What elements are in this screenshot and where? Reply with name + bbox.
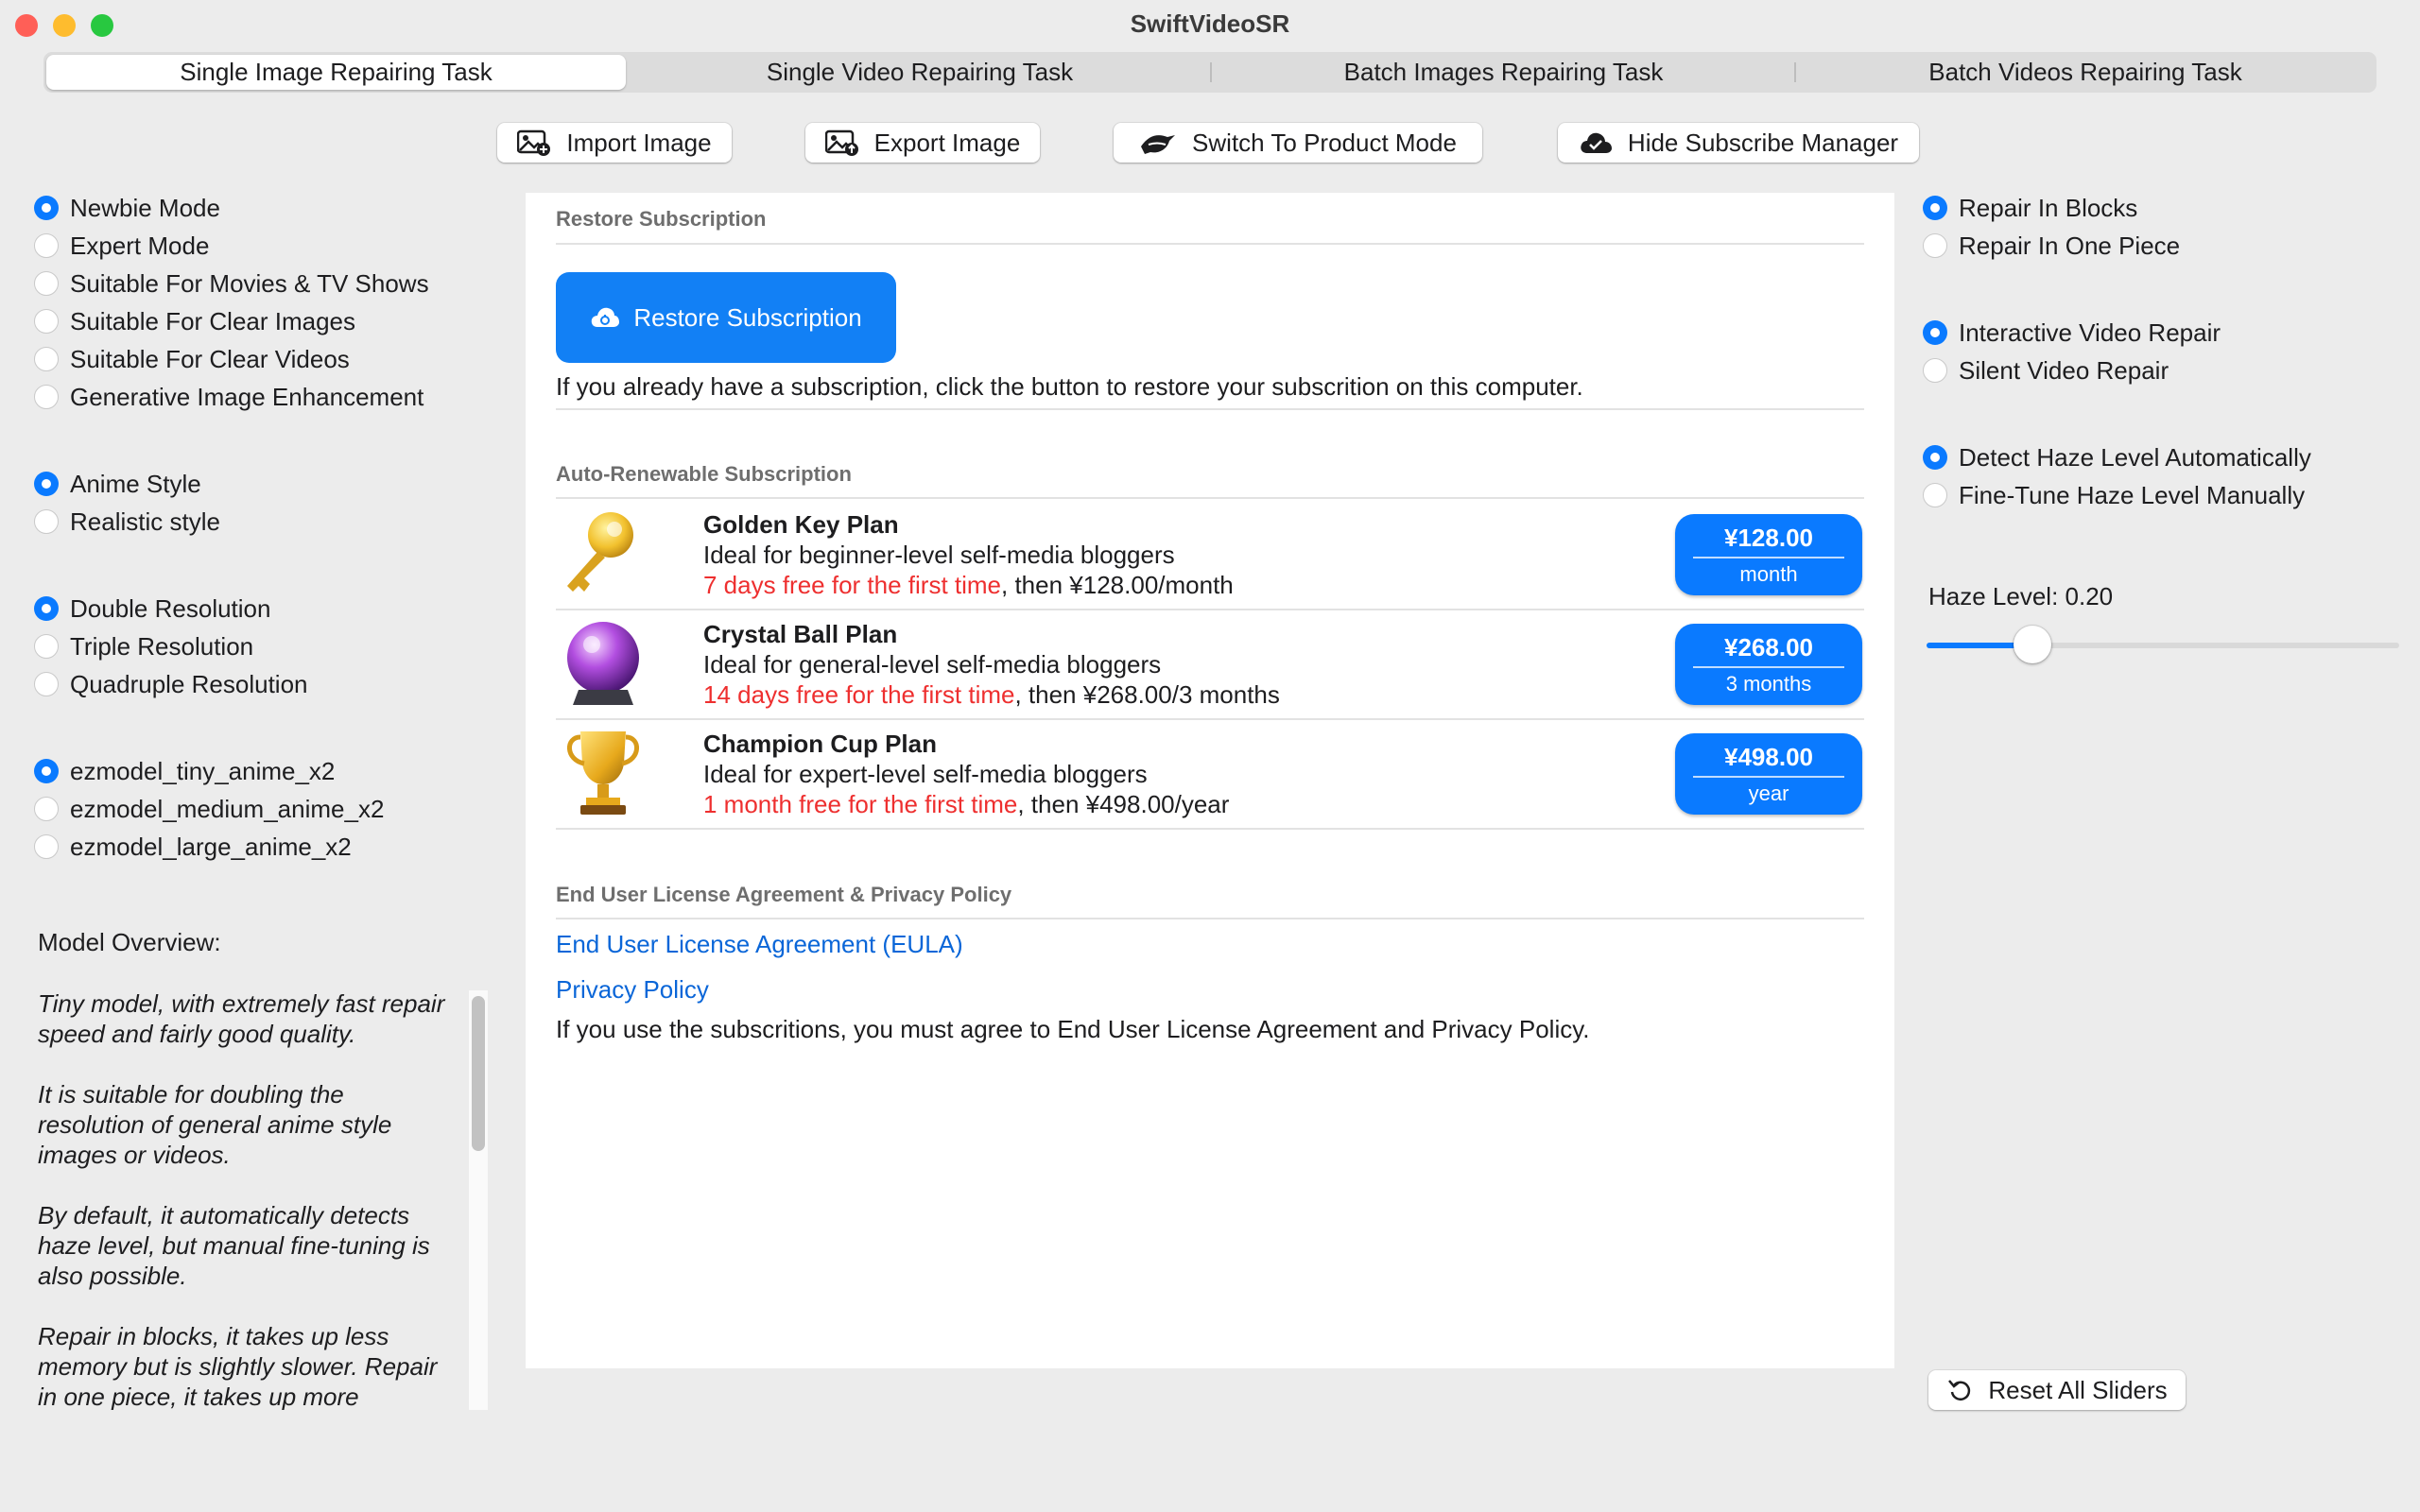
switch-mode-label: Switch To Product Mode: [1192, 128, 1457, 157]
radio-label: Anime Style: [70, 469, 201, 498]
radio-button[interactable]: [34, 634, 59, 659]
radio-generative-enhancement[interactable]: [34, 378, 424, 416]
divider: [556, 918, 1864, 919]
renewal-text: , then ¥498.00/year: [1017, 790, 1230, 818]
radio-realistic-style[interactable]: [34, 503, 220, 541]
overview-paragraph: It is suitable for doubling the resolution of general anime style images or videos.: [38, 1080, 392, 1169]
switch-to-product-mode-button[interactable]: [1114, 123, 1482, 163]
radio-button[interactable]: [1923, 320, 1947, 345]
radio-fine-tune-haze[interactable]: [1923, 476, 2305, 514]
radio-repair-in-one-piece[interactable]: [1923, 227, 2180, 265]
price-amount: ¥128.00: [1724, 524, 1813, 552]
subscribe-crystal-ball-button[interactable]: [1675, 624, 1862, 705]
radio-newbie-mode[interactable]: [34, 189, 220, 227]
divider: [556, 828, 1864, 830]
radio-interactive-video-repair[interactable]: [1923, 314, 2221, 352]
radio-double-resolution[interactable]: [34, 590, 270, 627]
renewal-text: , then ¥268.00/3 months: [1014, 680, 1280, 709]
radio-label: Quadruple Resolution: [70, 669, 308, 698]
radio-label: Realistic style: [70, 507, 220, 536]
radio-label: Repair In Blocks: [1959, 193, 2138, 222]
task-tabs: [43, 52, 2377, 93]
radio-label: ezmodel_large_anime_x2: [70, 832, 352, 861]
radio-label: Detect Haze Level Automatically: [1959, 442, 2311, 472]
radio-button[interactable]: [34, 797, 59, 821]
divider: [556, 243, 1864, 245]
crystal-ball-icon: [556, 616, 650, 711]
radio-model-tiny[interactable]: [34, 752, 335, 790]
radio-button[interactable]: [1923, 358, 1947, 383]
radio-button[interactable]: [34, 472, 59, 496]
radio-quadruple-resolution[interactable]: [34, 665, 308, 703]
radio-label: Expert Mode: [70, 231, 210, 260]
price-divider: [1693, 666, 1844, 668]
model-overview-text: [38, 988, 454, 1410]
hide-subscribe-manager-button[interactable]: [1558, 123, 1919, 163]
radio-button[interactable]: [34, 271, 59, 296]
hide-subscribe-label: Hide Subscribe Manager: [1627, 128, 1899, 157]
radio-movies-tv[interactable]: [34, 265, 429, 302]
radio-detect-haze-auto[interactable]: [1923, 438, 2311, 476]
restore-subscription-button[interactable]: [556, 272, 896, 363]
price-divider: [1693, 557, 1844, 558]
radio-anime-style[interactable]: [34, 465, 201, 503]
plan-name: Crystal Ball Plan: [703, 620, 898, 648]
radio-label: Newbie Mode: [70, 193, 220, 222]
radio-button[interactable]: [34, 672, 59, 696]
divider: [556, 408, 1864, 410]
haze-level-label: Haze Level: 0.20: [1928, 582, 2114, 610]
radio-clear-images[interactable]: [34, 302, 355, 340]
price-amount: ¥498.00: [1724, 743, 1813, 771]
restore-section-heading: Restore Subscription: [556, 207, 767, 231]
overview-scroll-thumb[interactable]: [472, 996, 485, 1151]
divider: [556, 497, 1864, 499]
radio-label: Suitable For Clear Images: [70, 306, 356, 335]
reset-icon: [1946, 1376, 1975, 1404]
radio-label: ezmodel_tiny_anime_x2: [70, 756, 336, 785]
export-image-label: Export Image: [873, 128, 1021, 157]
plan-description: Ideal for expert-level self-media bloggers: [703, 760, 1148, 788]
radio-label: ezmodel_medium_anime_x2: [70, 794, 385, 823]
restore-subscription-label: Restore Subscription: [633, 302, 862, 332]
radio-button[interactable]: [34, 596, 59, 621]
radio-expert-mode[interactable]: [34, 227, 209, 265]
radio-button[interactable]: [34, 834, 59, 859]
import-image-label: Import Image: [566, 128, 712, 157]
radio-clear-videos[interactable]: [34, 340, 350, 378]
plan-name: Golden Key Plan: [703, 510, 899, 539]
golden-key-icon: [556, 507, 650, 601]
import-image-icon: [517, 129, 551, 156]
free-trial-text: 7 days free for the first time: [703, 571, 1002, 599]
overview-paragraph: Tiny model, with extremely fast repair speed and fairly good quality.: [38, 989, 445, 1048]
radio-button[interactable]: [34, 385, 59, 409]
tab-batch-videos[interactable]: Batch Videos Repairing Task: [1928, 58, 2242, 86]
price-amount: ¥268.00: [1724, 633, 1813, 662]
radio-button[interactable]: [34, 196, 59, 220]
trophy-icon: [556, 726, 650, 820]
plan-description: Ideal for beginner-level self-media bloggers: [703, 541, 1175, 569]
radio-repair-in-blocks[interactable]: [1923, 189, 2137, 227]
subscribe-golden-key-button[interactable]: [1675, 514, 1862, 595]
legal-note: If you use the subscritions, you must agree to End User License Agreement and Privacy Policy.: [556, 1015, 1590, 1043]
radio-button[interactable]: [34, 509, 59, 534]
auto-renew-heading: Auto-Renewable Subscription: [556, 462, 852, 486]
radio-label: Silent Video Repair: [1959, 355, 2169, 385]
radio-button[interactable]: [34, 309, 59, 334]
radio-label: Double Resolution: [70, 593, 271, 623]
eula-link[interactable]: End User License Agreement (EULA): [556, 930, 963, 958]
reset-all-sliders-button[interactable]: [1928, 1370, 2186, 1410]
bird-icon: [1139, 129, 1177, 156]
radio-button[interactable]: [34, 759, 59, 783]
radio-label: Generative Image Enhancement: [70, 382, 424, 411]
plan-description: Ideal for general-level self-media bloggers: [703, 650, 1162, 679]
radio-label: Repair In One Piece: [1959, 231, 2181, 260]
cloud-check-icon: [1579, 130, 1613, 155]
radio-silent-video-repair[interactable]: [1923, 352, 2169, 389]
legal-heading: End User License Agreement & Privacy Policy: [556, 883, 1012, 906]
free-trial-text: 1 month free for the first time: [703, 790, 1018, 818]
privacy-policy-link[interactable]: Privacy Policy: [556, 975, 709, 1004]
radio-button[interactable]: [1923, 233, 1947, 258]
radio-model-medium[interactable]: [34, 790, 384, 828]
price-period: year: [1748, 782, 1789, 805]
tab-batch-images[interactable]: Batch Images Repairing Task: [1343, 58, 1664, 86]
radio-button[interactable]: [1923, 196, 1947, 220]
cloud-restore-icon: [590, 306, 620, 329]
price-divider: [1693, 776, 1844, 778]
haze-slider-knob[interactable]: [2014, 626, 2051, 663]
radio-button[interactable]: [1923, 483, 1947, 507]
plan-offer: [703, 790, 1229, 819]
export-image-button[interactable]: [805, 123, 1040, 163]
price-period: 3 months: [1725, 672, 1812, 696]
model-overview-title: Model Overview:: [38, 928, 221, 956]
radio-label: Suitable For Movies & TV Shows: [70, 268, 429, 298]
restore-note: If you already have a subscription, click the button to restore your subscrition on this computer.: [556, 372, 1583, 401]
overview-paragraph: By default, it automatically detects haze level, but manual fine-tuning is also possible.: [38, 1201, 430, 1290]
free-trial-text: 14 days free for the first time: [703, 680, 1015, 709]
radio-button[interactable]: [34, 233, 59, 258]
renewal-text: , then ¥128.00/month: [1001, 571, 1234, 599]
plan-name: Champion Cup Plan: [703, 730, 937, 758]
plan-offer: [703, 571, 1234, 600]
import-image-button[interactable]: [497, 123, 732, 163]
radio-button[interactable]: [1923, 445, 1947, 470]
export-image-icon: [825, 129, 859, 156]
tab-single-video[interactable]: Single Video Repairing Task: [766, 58, 1074, 86]
divider: [556, 609, 1864, 610]
subscribe-champion-cup-button[interactable]: [1675, 733, 1862, 815]
divider: [556, 718, 1864, 720]
radio-button[interactable]: [34, 347, 59, 371]
price-period: month: [1739, 562, 1798, 586]
plan-offer: [703, 680, 1280, 710]
radio-label: Fine-Tune Haze Level Manually: [1959, 480, 2306, 509]
radio-label: Interactive Video Repair: [1959, 318, 2221, 347]
tab-single-image[interactable]: Single Image Repairing Task: [46, 55, 626, 90]
radio-model-large[interactable]: [34, 828, 352, 866]
reset-label: Reset All Sliders: [1988, 1375, 2168, 1404]
radio-triple-resolution[interactable]: [34, 627, 253, 665]
overview-paragraph: Repair in blocks, it takes up less memory but is slightly slower. Repair in one piece, it takes up more: [38, 1322, 438, 1410]
radio-label: Suitable For Clear Videos: [70, 344, 350, 373]
title-bar: [0, 0, 2420, 53]
radio-label: Triple Resolution: [70, 631, 254, 661]
window-title: SwiftVideoSR: [1130, 9, 1290, 38]
